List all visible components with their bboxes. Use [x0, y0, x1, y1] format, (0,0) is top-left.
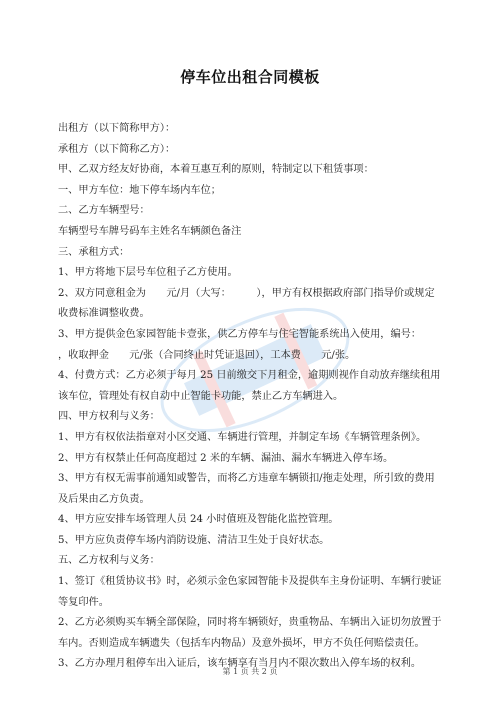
clause-4-1: 1、甲方有权依法指章对小区交通、车辆进行管理，并制定车场《车辆管理条例》。	[58, 431, 427, 443]
clause-4-5: 5、甲方应负责停车场内消防设施、清洁卫生处于良好状态。	[58, 534, 330, 546]
party-a-line: 出租方（以下简称甲方）：	[58, 123, 176, 134]
clause-3-1: 1、甲方将地下层号车位租子乙方使用。	[58, 267, 238, 279]
clause-3-3-a: 3、甲方提供金色家园智能卡壹张，供乙方停车与住宅智能系统出入使用，编号：	[58, 328, 422, 340]
section-4-heading: 四、甲方权利与义务：	[58, 411, 160, 423]
section-1-heading: 一、甲方车位：地下停车场内车位；	[58, 184, 221, 196]
page-footer: 第 1 页 共 2 页	[222, 667, 278, 676]
clause-3-2-b: 收费标准调整收费。	[58, 308, 150, 320]
clause-3-4-b: 该车位，管理处有权自动中止智能卡功能，禁止乙方车辆进入。	[58, 390, 344, 402]
vehicle-fields-line: 车辆型号车牌号码车主姓名车辆颜色备注	[58, 225, 242, 237]
section-5-heading: 五、乙方权利与义务：	[58, 555, 160, 567]
document-title: 停车位出租合同模板	[180, 68, 320, 86]
document-body	[58, 119, 450, 675]
clause-5-2-a: 2、乙方必须购买车辆全部保险，同时将车辆锁好，贵重物品、车辆出入证切勿放置于	[58, 617, 442, 629]
clause-5-3: 3、乙方办理月租停车出入证后，该车辆享有当月内不限次数出入停车场的权利。	[58, 658, 422, 670]
section-3-heading: 三、承租方式：	[58, 246, 130, 258]
clause-5-1-a: 1、签订《租赁协议书》时，必须示金色家园智能卡及提供车主身份证明、车辆行驶证	[58, 576, 442, 588]
section-2-heading: 二、乙方车辆型号：	[58, 205, 150, 217]
clause-3-3-b: ，收取押金 元/张（合同终止时凭证退回），工本费 元/张。	[58, 349, 356, 361]
clause-4-3-b: 及后果由乙方负责。	[58, 493, 150, 505]
preamble-line: 甲、乙双方经友好协商，本着互惠互利的原则，特制定以下租赁事项：	[58, 164, 374, 176]
clause-4-4: 4、甲方应安排车场管理人员 24 小时值班及智能化监控管理。	[58, 514, 339, 526]
clause-4-2: 2、甲方有权禁止任何高度超过 2 米的车辆、漏油、漏水车辆进入停车场。	[58, 452, 394, 464]
clause-4-3-a: 3、甲方有权无需事前通知或警告，而将乙方违章车辆锁扣/拖走处理，所引致的费用	[58, 473, 435, 485]
clause-3-4-a: 4、付费方式：乙方必须于每月 25 日前缴交下月租金，逾期则视作自动放弃继续租用	[58, 370, 441, 382]
clause-3-2-a: 2、双方同意租金为 元/月（大写： ），甲方有权根据政府部门指导价或规定	[58, 287, 435, 299]
party-b-line: 承租方（以下简称乙方）：	[58, 143, 176, 155]
clause-5-1-b: 等复印件。	[58, 596, 109, 608]
clause-5-2-b: 车内。否则造成车辆遗失（包括车内物品）及意外损坏，甲方不负任何赔偿责任。	[58, 637, 425, 649]
